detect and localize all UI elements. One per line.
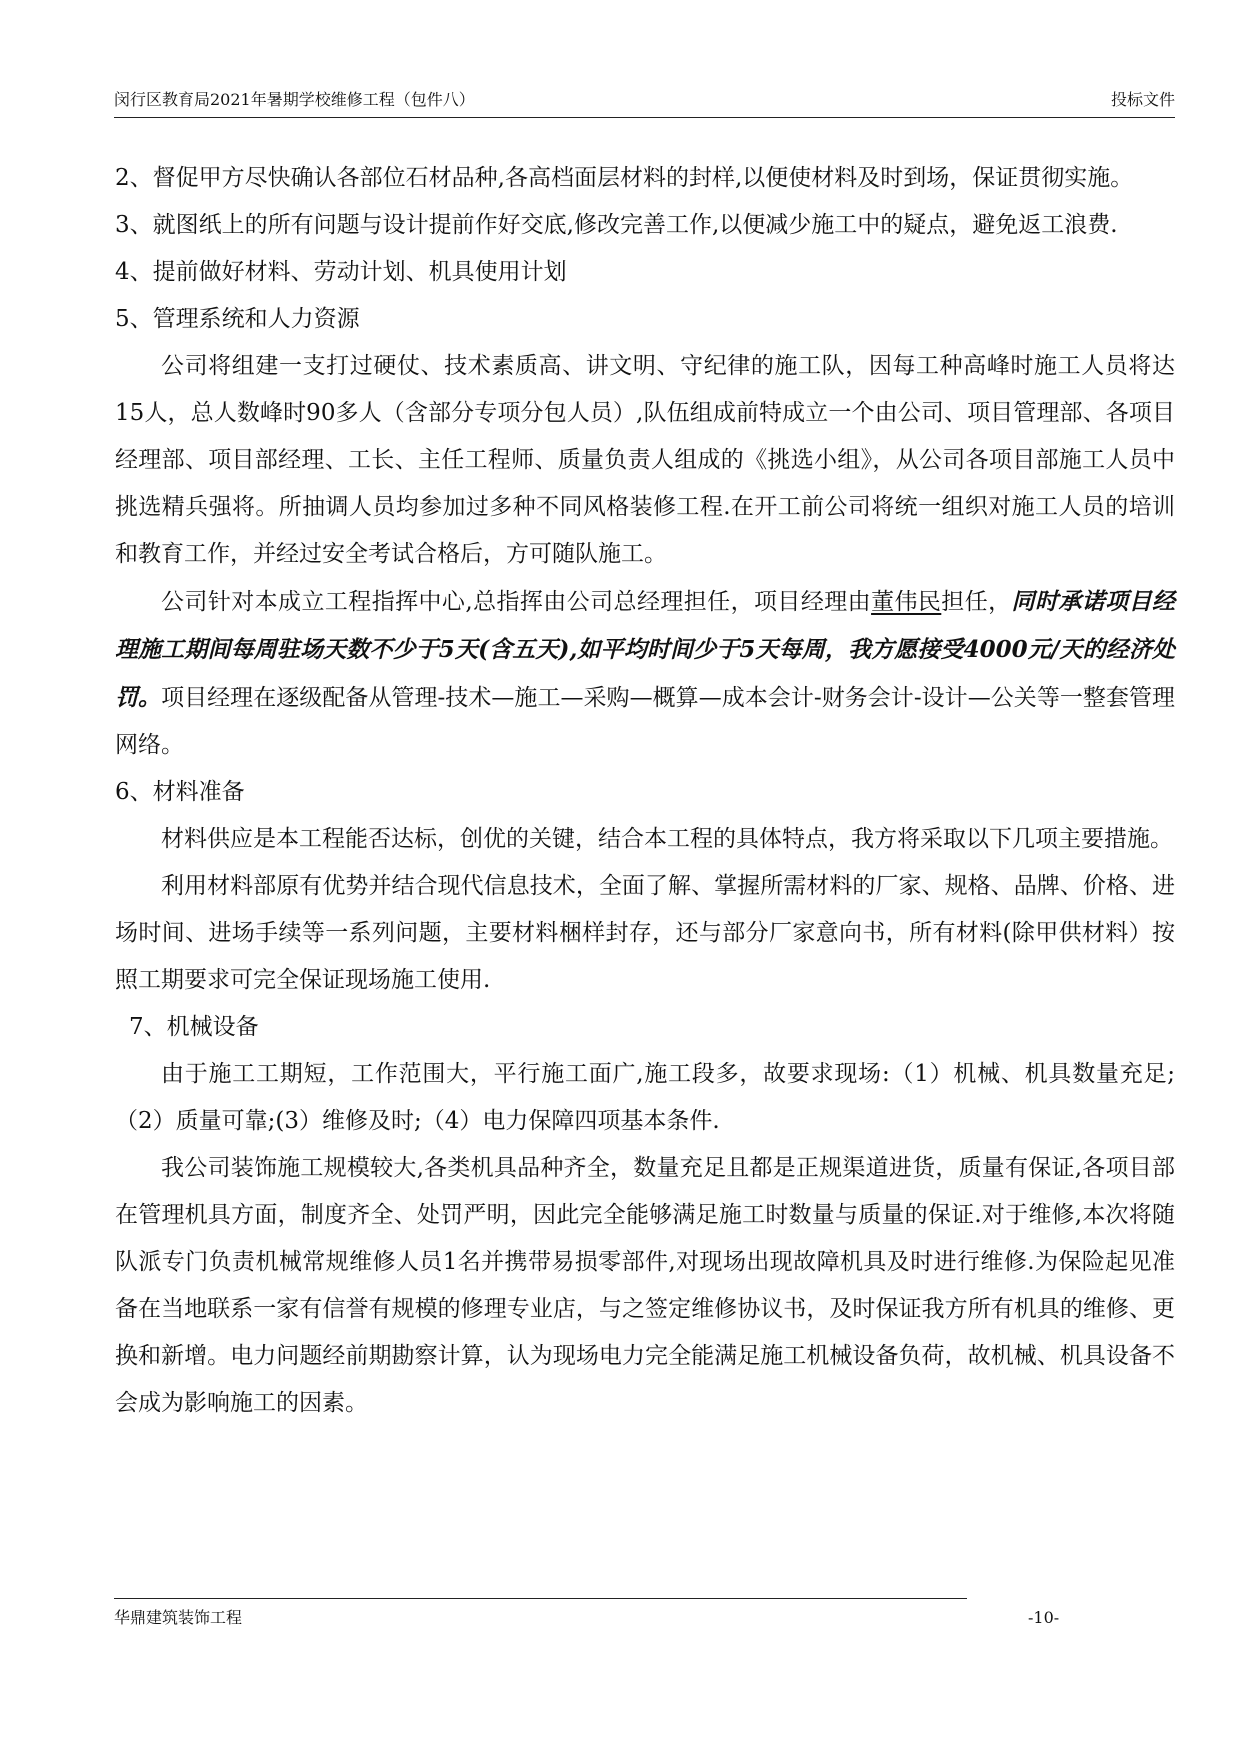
list-item-5: 5、管理系统和人力资源	[115, 306, 360, 332]
list-item-3: 3、就图纸上的所有问题与设计提前作好交底,修改完善工作,以便减少施工中的疑点，避免返工浪费.	[115, 212, 1118, 238]
paragraph-materials-2: 利用材料部原有优势并结合现代信息技术，全面了解、掌握所需材料的厂家、规格、品牌、价格、进场时间、进场手续等一系列问题，主要材料梱样封存，还与部分厂家意向书，所有材料(除甲供材料）按照工期要求可完全保证现场施工使用.	[115, 873, 1175, 993]
footer-company: 华鼎建筑装饰工程	[114, 1608, 243, 1627]
pm-name: 董伟民	[871, 589, 942, 615]
list-item-6: 6、材料准备	[115, 779, 245, 805]
pm-text-a: 公司针对本成立工程指挥中心,总指挥由公司总经理担任，项目经理由	[161, 589, 872, 615]
paragraph-team: 公司将组建一支打过硬仗、技术素质高、讲文明、守纪律的施工队，因每工种高峰时施工人员将达15人，总人数峰时90多人（含部分专项分包人员）,队伍组成前特成立一个由公司、项目管理部、各项目经理部、项目部经理、工长、主任工程师、质量负责人组成的《挑选小组》，从公司各项目部施工人员中挑选精兵强将。所抽调人员均参加过多种不同风格装修工程.在开工前公司将统一组织对施工人员的培训和教育工作，并经过安全考试合格后，方可随队施工。	[115, 353, 1175, 567]
pm-text-b: 担任，	[941, 589, 1012, 615]
footer-divider	[114, 1598, 967, 1599]
list-item-4: 4、提前做好材料、劳动计划、机具使用计划	[115, 259, 567, 285]
list-item-2: 2、督促甲方尽快确认各部位石材品种,各高档面层材料的封样,以便使材料及时到场，保证贯彻实施。	[115, 165, 1134, 191]
page-number: -10-	[1028, 1608, 1060, 1627]
header-title: 闵行区教育局2021年暑期学校维修工程（包件八）	[114, 90, 475, 109]
pm-commitment: 同时承诺项目经理施工期间每周驻场天数不少于5天(含五天),如平均时间少于5天每周，我方愿接受4000元/天的经济处罚。	[115, 588, 1175, 711]
paragraph-project-manager	[115, 578, 1175, 769]
document-body	[115, 155, 1175, 1427]
paragraph-machinery-1: 由于施工工期短，工作范围大，平行施工面广,施工段多，故要求现场:（1）机械、机具数量充足;（2）质量可靠;(3）维修及时;（4）电力保障四项基本条件.	[115, 1061, 1175, 1134]
list-item-7: 7、机械设备	[129, 1014, 259, 1040]
header-doc-type: 投标文件	[1110, 90, 1175, 109]
paragraph-machinery-2: 我公司装饰施工规模较大,各类机具品种齐全，数量充足且都是正规渠道进货，质量有保证,各项目部在管理机具方面，制度齐全、处罚严明，因此完全能够满足施工时数量与质量的保证.对于维修,本次将随队派专门负责机械常规维修人员1名并携带易损零部件,对现场出现故障机具及时进行维修.为保险起见准备在当地联系一家有信誉有规模的修理专业店，与之签定维修协议书，及时保证我方所有机具的维修、更换和新增。电力问题经前期勘察计算，认为现场电力完全能满足施工机械设备负荷，故机械、机具设备不会成为影响施工的因素。	[115, 1155, 1175, 1416]
pm-text-c: 项目经理在逐级配备从管理-技术—施工—采购—概算—成本会计-财务会计-设计—公关等一整套管理网络。	[115, 685, 1175, 758]
paragraph-materials-1: 材料供应是本工程能否达标，创优的关键，结合本工程的具体特点，我方将采取以下几项主要措施。	[161, 826, 1173, 852]
page-header	[114, 83, 1175, 118]
